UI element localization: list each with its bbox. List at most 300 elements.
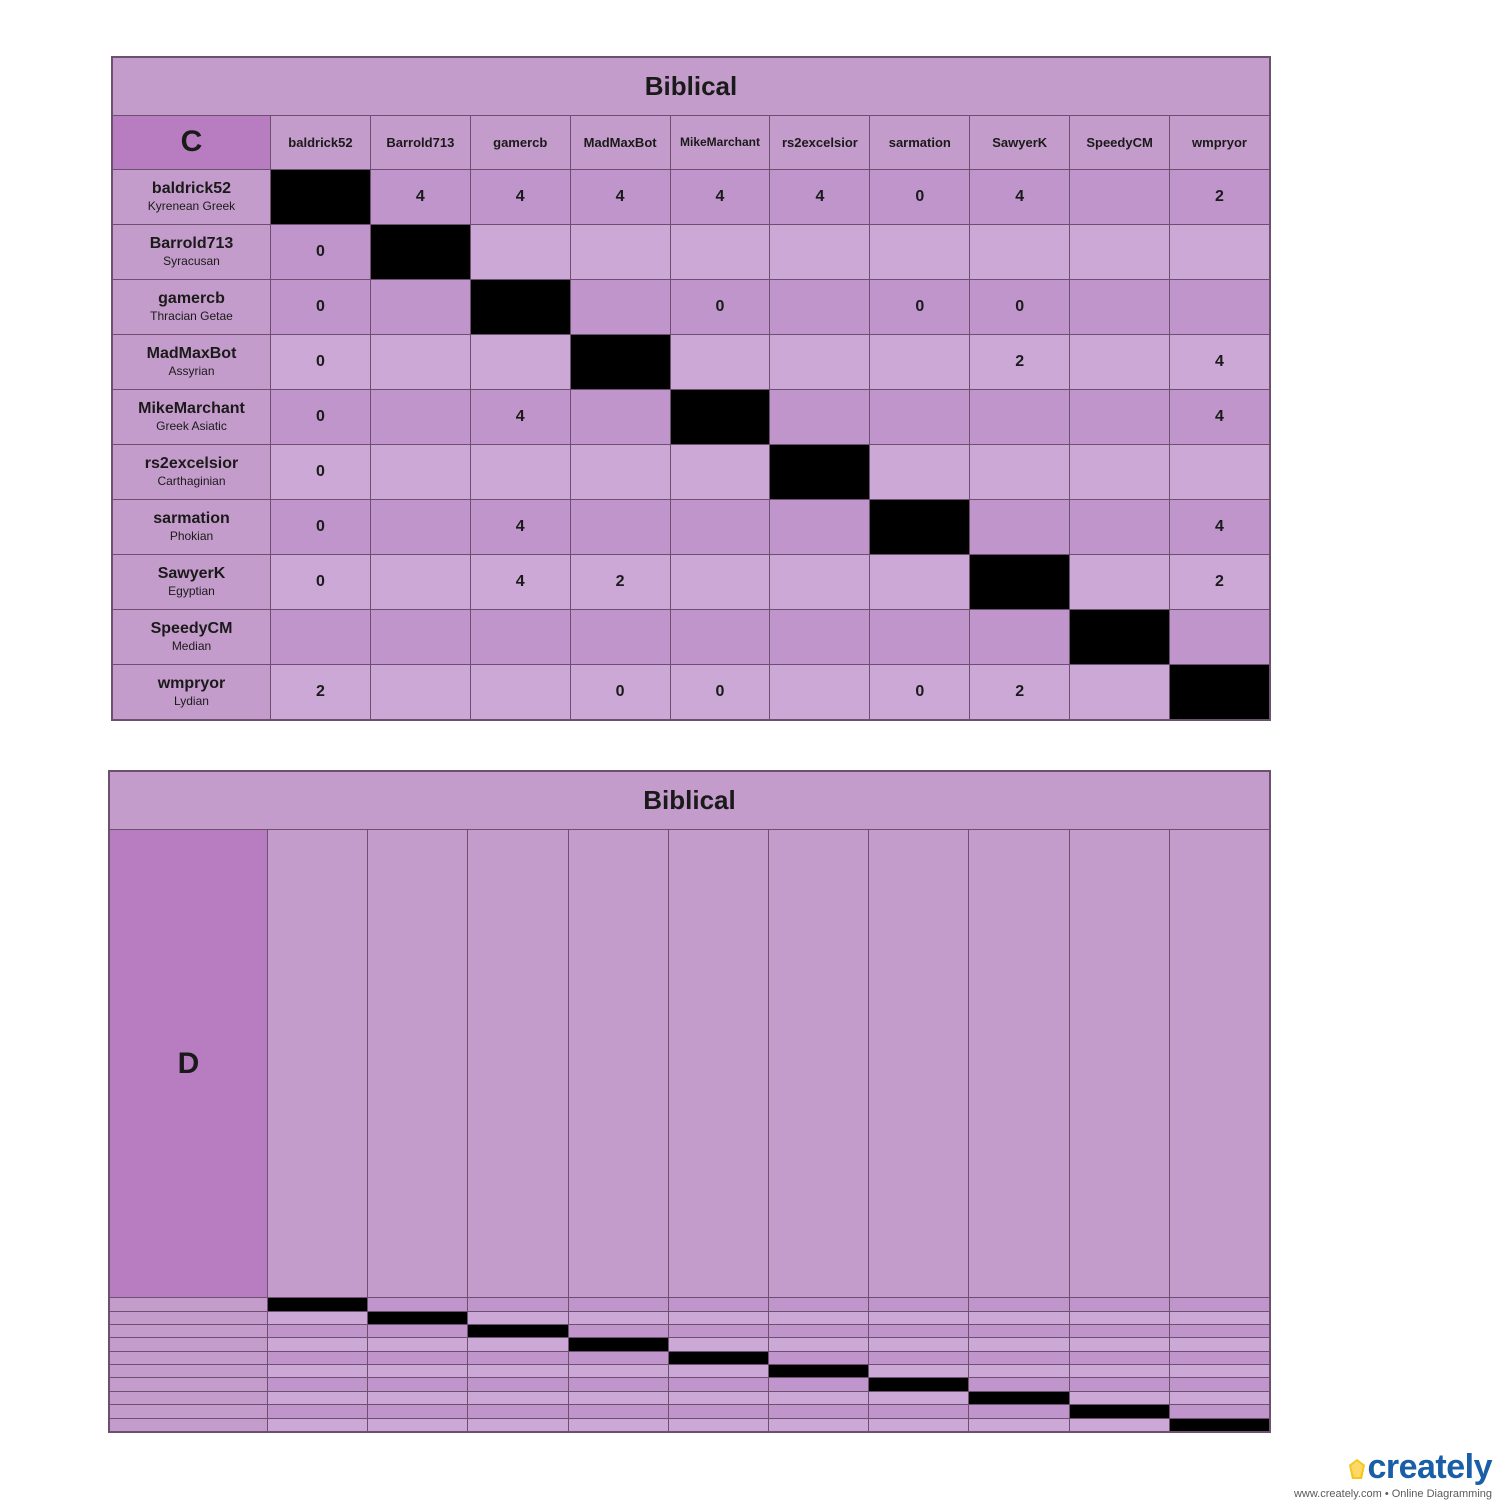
cell-value[interactable] xyxy=(568,1405,668,1418)
cell-value[interactable] xyxy=(368,1405,468,1418)
matrix-body-c xyxy=(113,58,1270,720)
cell-value[interactable] xyxy=(468,1311,568,1324)
row-sub: Greek Asiatic xyxy=(156,419,227,434)
cell-value[interactable] xyxy=(570,279,670,334)
cell-value[interactable] xyxy=(1169,1338,1269,1351)
cell-value[interactable]: 0 xyxy=(870,279,970,334)
cell-value[interactable] xyxy=(268,1324,368,1337)
cell-value[interactable] xyxy=(770,664,870,719)
cell-value[interactable] xyxy=(768,1311,868,1324)
table-row xyxy=(110,1298,1270,1311)
cell-value[interactable] xyxy=(970,444,1070,499)
row-header-sarmation[interactable] xyxy=(113,499,271,554)
cell-value[interactable] xyxy=(869,1324,969,1337)
matrix-header-row-d xyxy=(110,830,1270,1298)
cell-value[interactable] xyxy=(1069,1338,1169,1351)
cell-value[interactable] xyxy=(770,389,870,444)
cell-value[interactable] xyxy=(1069,1418,1169,1431)
creately-mark-icon xyxy=(1349,1452,1365,1474)
cell-value[interactable] xyxy=(370,279,470,334)
cell-value[interactable] xyxy=(268,1365,368,1378)
cell-value[interactable] xyxy=(768,1405,868,1418)
row-name: SawyerK xyxy=(157,565,226,583)
cell-diagonal xyxy=(570,334,670,389)
cell-value[interactable]: 0 xyxy=(570,664,670,719)
row-header-empty-3[interactable] xyxy=(110,1324,268,1337)
cell-value[interactable] xyxy=(668,1405,768,1418)
table-row xyxy=(113,444,1270,499)
row-name: MadMaxBot xyxy=(146,345,237,363)
cell-value[interactable]: 4 xyxy=(370,169,470,224)
cell-value[interactable] xyxy=(368,1351,468,1364)
cell-diagonal xyxy=(670,389,770,444)
cell-value[interactable] xyxy=(768,1351,868,1364)
cell-value[interactable] xyxy=(1169,1351,1269,1364)
matrix-table-c xyxy=(112,57,1270,720)
cell-value[interactable] xyxy=(368,1365,468,1378)
cell-value[interactable] xyxy=(770,279,870,334)
cell-value[interactable] xyxy=(568,1391,668,1404)
row-sub: Carthaginian xyxy=(157,474,226,489)
cell-value[interactable] xyxy=(468,1351,568,1364)
cell-value[interactable]: 4 xyxy=(1170,334,1270,389)
cell-value[interactable] xyxy=(370,389,470,444)
row-header-sawyerk[interactable] xyxy=(113,554,271,609)
cell-value[interactable] xyxy=(1070,444,1170,499)
cell-value[interactable] xyxy=(570,499,670,554)
cell-value[interactable] xyxy=(468,1365,568,1378)
cell-value[interactable] xyxy=(568,1365,668,1378)
cell-diagonal xyxy=(368,1311,468,1324)
cell-value[interactable]: 2 xyxy=(970,334,1070,389)
table-row xyxy=(113,389,1270,444)
cell-diagonal xyxy=(1170,664,1270,719)
cell-value[interactable] xyxy=(1069,1351,1169,1364)
cell-value[interactable] xyxy=(670,224,770,279)
row-header-speedycm[interactable] xyxy=(113,609,271,664)
cell-value[interactable] xyxy=(268,1405,368,1418)
row-name: wmpryor xyxy=(157,675,226,693)
row-name: Barrold713 xyxy=(149,235,234,253)
cell-value[interactable] xyxy=(370,444,470,499)
cell-value[interactable]: 2 xyxy=(1170,169,1270,224)
cell-value[interactable] xyxy=(670,554,770,609)
cell-value[interactable] xyxy=(1070,224,1170,279)
cell-value[interactable] xyxy=(1070,664,1170,719)
cell-value[interactable] xyxy=(869,1365,969,1378)
matrix-block-d[interactable] xyxy=(108,770,1271,1433)
cell-value[interactable]: 4 xyxy=(570,169,670,224)
cell-value[interactable] xyxy=(568,1351,668,1364)
row-name: gamercb xyxy=(158,290,225,308)
cell-value[interactable] xyxy=(970,389,1070,444)
cell-value[interactable] xyxy=(969,1338,1069,1351)
col-header-empty-10[interactable] xyxy=(1169,830,1269,1298)
cell-value[interactable] xyxy=(268,1351,368,1364)
row-header-empty-5[interactable] xyxy=(110,1351,268,1364)
table-row xyxy=(110,1338,1270,1351)
cell-diagonal xyxy=(668,1351,768,1364)
cell-value[interactable]: 0 xyxy=(271,444,371,499)
cell-value[interactable] xyxy=(1069,1324,1169,1337)
cell-value[interactable] xyxy=(570,609,670,664)
cell-value[interactable] xyxy=(568,1298,668,1311)
row-name: rs2excelsior xyxy=(144,455,239,473)
cell-value[interactable] xyxy=(969,1298,1069,1311)
cell-value[interactable] xyxy=(470,334,570,389)
cell-diagonal xyxy=(470,279,570,334)
table-row xyxy=(113,224,1270,279)
matrix-body-d xyxy=(110,772,1270,1432)
col-header-speedycm[interactable]: SpeedyCM xyxy=(1070,116,1170,170)
col-header-empty-5[interactable] xyxy=(668,830,768,1298)
row-name: SpeedyCM xyxy=(150,620,233,638)
row-header-rs2excelsior[interactable] xyxy=(113,444,271,499)
cell-value[interactable]: 4 xyxy=(470,554,570,609)
col-header-barrold713[interactable]: Barrold713 xyxy=(370,116,470,170)
cell-value[interactable] xyxy=(668,1378,768,1391)
cell-value[interactable] xyxy=(368,1338,468,1351)
cell-value[interactable] xyxy=(768,1324,868,1337)
cell-value[interactable] xyxy=(1070,279,1170,334)
table-row xyxy=(110,1391,1270,1404)
table-row xyxy=(110,1311,1270,1324)
row-header-empty-1[interactable] xyxy=(110,1298,268,1311)
cell-diagonal xyxy=(870,499,970,554)
table-row xyxy=(113,334,1270,389)
cell-value[interactable] xyxy=(570,389,670,444)
cell-value[interactable] xyxy=(1169,1298,1269,1311)
row-sub: Median xyxy=(171,639,212,654)
row-header-barrold713[interactable] xyxy=(113,224,271,279)
cell-value[interactable] xyxy=(468,1378,568,1391)
row-sub: Assyrian xyxy=(168,364,215,379)
table-row xyxy=(110,1405,1270,1418)
cell-value[interactable]: 4 xyxy=(970,169,1070,224)
col-header-empty-2[interactable] xyxy=(368,830,468,1298)
cell-value[interactable] xyxy=(770,609,870,664)
col-header-mikemarchant[interactable]: MikeMarchant xyxy=(670,116,770,170)
col-header-empty-4[interactable] xyxy=(568,830,668,1298)
cell-value[interactable]: 0 xyxy=(670,664,770,719)
cell-value[interactable] xyxy=(470,609,570,664)
cell-diagonal xyxy=(370,224,470,279)
cell-value[interactable] xyxy=(1069,1365,1169,1378)
cell-diagonal xyxy=(768,1365,868,1378)
cell-value[interactable] xyxy=(570,444,670,499)
cell-value[interactable] xyxy=(970,609,1070,664)
row-name: baldrick52 xyxy=(151,180,232,198)
row-sub: Lydian xyxy=(174,694,209,709)
cell-diagonal xyxy=(869,1378,969,1391)
cell-value[interactable] xyxy=(969,1378,1069,1391)
row-header-empty-2[interactable] xyxy=(110,1311,268,1324)
cell-value[interactable] xyxy=(268,1378,368,1391)
col-header-sarmation[interactable]: sarmation xyxy=(870,116,970,170)
table-row xyxy=(113,169,1270,224)
col-header-empty-6[interactable] xyxy=(768,830,868,1298)
cell-value[interactable]: 0 xyxy=(271,554,371,609)
cell-value[interactable] xyxy=(1169,1378,1269,1391)
cell-value[interactable] xyxy=(869,1418,969,1431)
cell-value[interactable] xyxy=(869,1405,969,1418)
cell-value[interactable] xyxy=(1070,499,1170,554)
cell-value[interactable]: 2 xyxy=(1170,554,1270,609)
row-header-empty-4[interactable] xyxy=(110,1338,268,1351)
table-row xyxy=(110,1418,1270,1431)
cell-value[interactable] xyxy=(969,1351,1069,1364)
cell-value[interactable] xyxy=(468,1338,568,1351)
cell-value[interactable] xyxy=(370,499,470,554)
cell-value[interactable] xyxy=(869,1351,969,1364)
cell-value[interactable] xyxy=(1070,554,1170,609)
row-header-wmpryor[interactable] xyxy=(113,664,271,719)
row-sub: Thracian Getae xyxy=(150,309,233,324)
cell-value[interactable] xyxy=(668,1298,768,1311)
cell-value[interactable] xyxy=(368,1391,468,1404)
cell-value[interactable] xyxy=(1169,1391,1269,1404)
matrix-title-row xyxy=(110,772,1270,830)
cell-value[interactable] xyxy=(468,1405,568,1418)
cell-diagonal xyxy=(1069,1405,1169,1418)
cell-value[interactable] xyxy=(670,609,770,664)
col-header-sawyerk[interactable]: SawyerK xyxy=(970,116,1070,170)
cell-value[interactable] xyxy=(370,609,470,664)
creately-watermark[interactable] xyxy=(1294,1449,1492,1500)
cell-diagonal xyxy=(268,1298,368,1311)
cell-diagonal xyxy=(1169,1418,1269,1431)
cell-value[interactable] xyxy=(768,1418,868,1431)
cell-value[interactable] xyxy=(1070,389,1170,444)
cell-diagonal xyxy=(969,1391,1069,1404)
matrix-header-row-c xyxy=(113,116,1270,170)
cell-value[interactable] xyxy=(768,1298,868,1311)
cell-value[interactable] xyxy=(470,224,570,279)
cell-value[interactable] xyxy=(1169,1324,1269,1337)
cell-value[interactable]: 0 xyxy=(271,389,371,444)
table-row xyxy=(110,1378,1270,1391)
cell-value[interactable]: 0 xyxy=(271,279,371,334)
cell-value[interactable]: 4 xyxy=(670,169,770,224)
cell-value[interactable]: 4 xyxy=(470,499,570,554)
cell-value[interactable] xyxy=(969,1324,1069,1337)
cell-value[interactable] xyxy=(470,444,570,499)
cell-value[interactable] xyxy=(368,1418,468,1431)
row-header-gamercb[interactable] xyxy=(113,279,271,334)
cell-value[interactable] xyxy=(1170,224,1270,279)
cell-value[interactable] xyxy=(268,1311,368,1324)
cell-value[interactable]: 0 xyxy=(870,664,970,719)
col-header-wmpryor[interactable]: wmpryor xyxy=(1170,116,1270,170)
row-sub: Phokian xyxy=(169,529,214,544)
cell-value[interactable] xyxy=(869,1311,969,1324)
row-sub: Kyrenean Greek xyxy=(147,199,236,214)
row-name: MikeMarchant xyxy=(138,400,245,418)
creately-logo xyxy=(1294,1449,1492,1486)
cell-value[interactable]: 4 xyxy=(1170,389,1270,444)
cell-value[interactable] xyxy=(368,1298,468,1311)
cell-value[interactable] xyxy=(770,554,870,609)
cell-value[interactable] xyxy=(568,1418,668,1431)
cell-value[interactable]: 0 xyxy=(271,334,371,389)
cell-value[interactable]: 2 xyxy=(970,664,1070,719)
creately-tagline: www.creately.com • Online Diagramming xyxy=(1293,1487,1492,1500)
cell-value[interactable] xyxy=(768,1378,868,1391)
cell-value[interactable] xyxy=(1170,444,1270,499)
cell-value[interactable] xyxy=(768,1338,868,1351)
row-header-empty-7[interactable] xyxy=(110,1378,268,1391)
creately-brand-second: ly xyxy=(1464,1447,1492,1486)
cell-value[interactable] xyxy=(1170,279,1270,334)
cell-value[interactable] xyxy=(568,1378,668,1391)
cell-value[interactable]: 2 xyxy=(271,664,371,719)
cell-value[interactable] xyxy=(468,1391,568,1404)
col-header-gamercb[interactable]: gamercb xyxy=(470,116,570,170)
table-row xyxy=(113,499,1270,554)
cell-value[interactable] xyxy=(870,224,970,279)
row-header-empty-10[interactable] xyxy=(110,1418,268,1431)
row-header-mikemarchant[interactable] xyxy=(113,389,271,444)
cell-value[interactable]: 4 xyxy=(470,169,570,224)
cell-value[interactable]: 0 xyxy=(271,224,371,279)
cell-value[interactable] xyxy=(1070,169,1170,224)
table-row xyxy=(113,609,1270,664)
cell-value[interactable] xyxy=(770,334,870,389)
cell-value[interactable] xyxy=(268,1338,368,1351)
creately-brand-first: create xyxy=(1367,1447,1465,1486)
cell-value[interactable] xyxy=(1169,1311,1269,1324)
cell-value[interactable]: 4 xyxy=(470,389,570,444)
cell-diagonal xyxy=(1070,609,1170,664)
row-sub: Egyptian xyxy=(168,584,215,599)
cell-value[interactable] xyxy=(268,1418,368,1431)
table-row xyxy=(113,279,1270,334)
table-row xyxy=(110,1365,1270,1378)
matrix-title-row xyxy=(113,58,1270,116)
cell-value[interactable] xyxy=(668,1311,768,1324)
cell-value[interactable]: 0 xyxy=(970,279,1070,334)
cell-value[interactable]: 4 xyxy=(1170,499,1270,554)
cell-value[interactable] xyxy=(1070,334,1170,389)
col-header-empty-3[interactable] xyxy=(468,830,568,1298)
cell-value[interactable] xyxy=(969,1418,1069,1431)
matrix-corner-c: C xyxy=(113,116,271,170)
table-row xyxy=(113,554,1270,609)
col-header-empty-9[interactable] xyxy=(1069,830,1169,1298)
matrix-corner-d: D xyxy=(110,830,268,1298)
cell-value[interactable] xyxy=(1069,1311,1169,1324)
table-row xyxy=(110,1324,1270,1337)
cell-value[interactable]: 0 xyxy=(271,499,371,554)
cell-value[interactable] xyxy=(668,1324,768,1337)
cell-value[interactable] xyxy=(869,1338,969,1351)
cell-value[interactable] xyxy=(1169,1365,1269,1378)
cell-value[interactable]: 0 xyxy=(870,169,970,224)
cell-value[interactable] xyxy=(869,1298,969,1311)
col-header-madmaxbot[interactable]: MadMaxBot xyxy=(570,116,670,170)
cell-value[interactable] xyxy=(570,224,670,279)
cell-value[interactable] xyxy=(370,554,470,609)
row-sub: Syracusan xyxy=(163,254,220,269)
cell-value[interactable] xyxy=(969,1311,1069,1324)
cell-value[interactable] xyxy=(268,1391,368,1404)
row-name: sarmation xyxy=(153,510,230,528)
cell-value[interactable]: 0 xyxy=(670,279,770,334)
matrix-title-d: Biblical xyxy=(110,772,1270,830)
cell-value[interactable] xyxy=(668,1391,768,1404)
cell-value[interactable] xyxy=(870,444,970,499)
col-header-empty-7[interactable] xyxy=(869,830,969,1298)
row-header-baldrick52[interactable] xyxy=(113,169,271,224)
cell-value[interactable] xyxy=(670,499,770,554)
cell-value[interactable] xyxy=(470,664,570,719)
cell-value[interactable] xyxy=(870,389,970,444)
matrix-table-d xyxy=(109,771,1270,1432)
cell-value[interactable] xyxy=(668,1418,768,1431)
cell-value[interactable] xyxy=(1069,1378,1169,1391)
col-header-rs2excelsior[interactable]: rs2excelsior xyxy=(770,116,870,170)
row-header-empty-9[interactable] xyxy=(110,1405,268,1418)
row-header-empty-6[interactable] xyxy=(110,1365,268,1378)
cell-value[interactable] xyxy=(368,1324,468,1337)
cell-value[interactable] xyxy=(1069,1298,1169,1311)
cell-value[interactable] xyxy=(1169,1405,1269,1418)
cell-value[interactable] xyxy=(770,224,870,279)
cell-value[interactable] xyxy=(869,1391,969,1404)
cell-diagonal xyxy=(468,1324,568,1337)
cell-value[interactable] xyxy=(970,224,1070,279)
col-header-empty-8[interactable] xyxy=(969,830,1069,1298)
table-row xyxy=(113,664,1270,719)
cell-value[interactable] xyxy=(468,1418,568,1431)
cell-value[interactable] xyxy=(368,1378,468,1391)
cell-value[interactable] xyxy=(568,1311,668,1324)
row-header-empty-8[interactable] xyxy=(110,1391,268,1404)
col-header-empty-1[interactable] xyxy=(268,830,368,1298)
cell-value[interactable] xyxy=(271,609,371,664)
cell-value[interactable] xyxy=(969,1365,1069,1378)
cell-value[interactable] xyxy=(768,1391,868,1404)
matrix-title-c: Biblical xyxy=(113,58,1270,116)
cell-value[interactable] xyxy=(370,334,470,389)
cell-value[interactable] xyxy=(870,609,970,664)
cell-diagonal xyxy=(568,1338,668,1351)
cell-value[interactable] xyxy=(668,1338,768,1351)
cell-value[interactable] xyxy=(1069,1391,1169,1404)
matrix-block-c[interactable] xyxy=(111,56,1271,721)
col-header-baldrick52[interactable]: baldrick52 xyxy=(271,116,371,170)
cell-value[interactable] xyxy=(969,1405,1069,1418)
cell-value[interactable] xyxy=(670,444,770,499)
cell-value[interactable] xyxy=(870,334,970,389)
cell-diagonal xyxy=(271,169,371,224)
row-header-madmaxbot[interactable] xyxy=(113,334,271,389)
cell-value[interactable] xyxy=(370,664,470,719)
cell-value[interactable] xyxy=(468,1298,568,1311)
table-row xyxy=(110,1351,1270,1364)
cell-value[interactable] xyxy=(670,334,770,389)
cell-value[interactable] xyxy=(870,554,970,609)
cell-diagonal xyxy=(770,444,870,499)
cell-value[interactable] xyxy=(970,499,1070,554)
cell-value[interactable]: 2 xyxy=(570,554,670,609)
cell-value[interactable] xyxy=(668,1365,768,1378)
cell-value[interactable]: 4 xyxy=(770,169,870,224)
cell-diagonal xyxy=(970,554,1070,609)
cell-value[interactable] xyxy=(568,1324,668,1337)
cell-value[interactable] xyxy=(770,499,870,554)
cell-value[interactable] xyxy=(1170,609,1270,664)
